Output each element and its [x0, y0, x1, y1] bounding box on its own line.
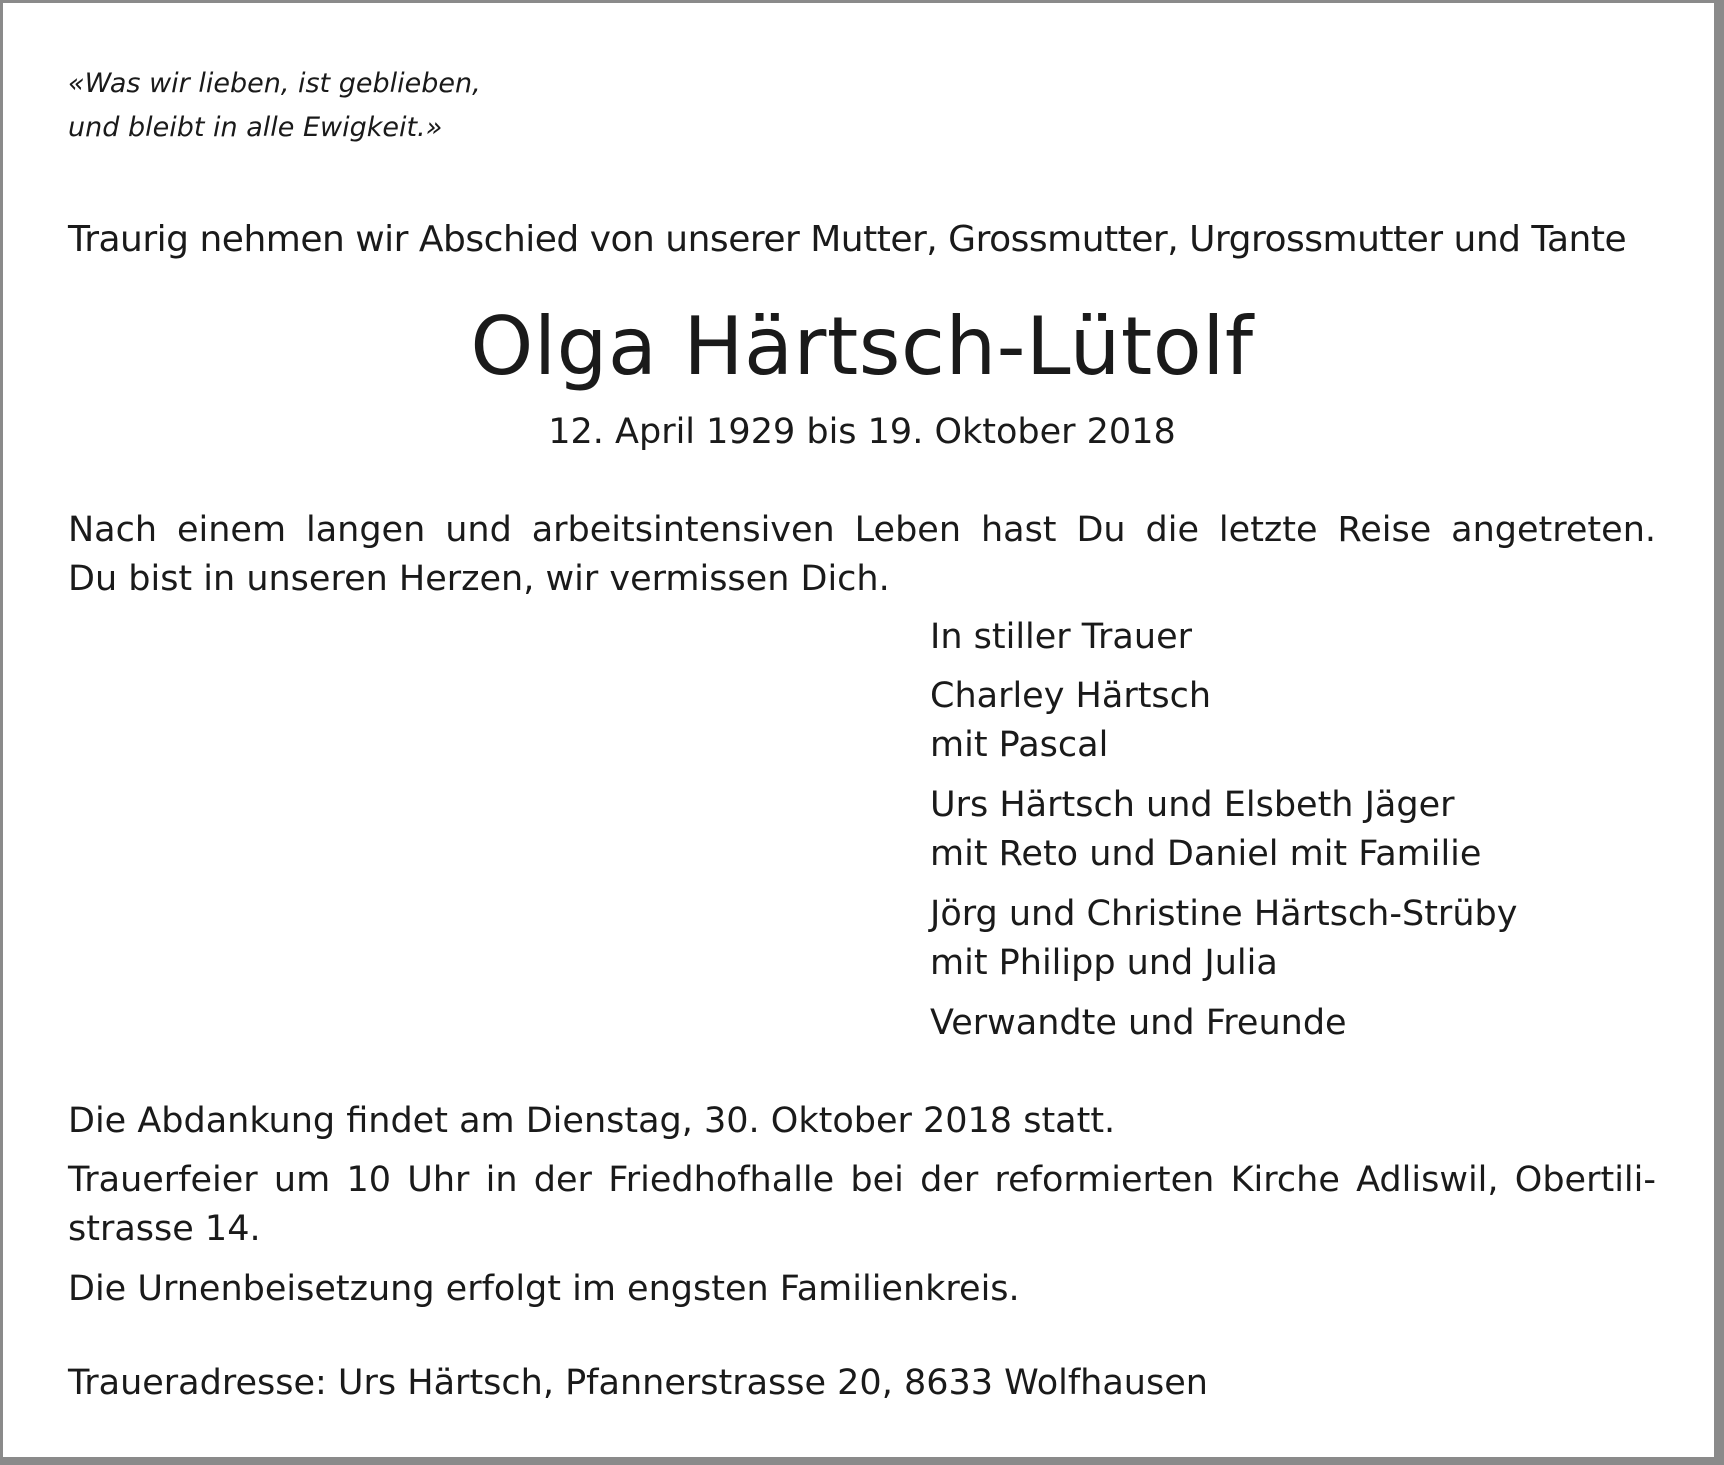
mourning-address: Traueradresse: Urs Härtsch, Pfannerstrasse 20, 8633 Wolfhausen	[68, 1363, 1208, 1403]
urnenbeisetzung-text: Die Urnenbeisetzung erfolgt im engsten Familienkreis.	[68, 1269, 1020, 1309]
trauerfeier-line-2: strasse 14.	[68, 1209, 261, 1249]
motto-line-2: und bleibt in alle Ewigkeit.»	[68, 112, 443, 143]
mourner-4-line-1: Verwandte und Freunde	[930, 1003, 1347, 1043]
mourners-heading: In stiller Trauer	[930, 617, 1192, 657]
deceased-name: Olga Härtsch-Lütolf	[470, 300, 1254, 393]
mourner-1-line-1: Charley Härtsch	[930, 676, 1212, 716]
message-line-2: Du bist in unseren Herzen, wir vermissen Dich.	[68, 559, 890, 599]
message-line-1: Nach einem langen und arbeitsintensiven Leben hast Du die letzte Reise angetreten.	[68, 510, 1656, 550]
mourner-2-line-1: Urs Härtsch und Elsbeth Jäger	[930, 785, 1455, 825]
mourner-1-line-2: mit Pascal	[930, 725, 1109, 765]
trauerfeier-line-1: Trauerfeier um 10 Uhr in der Friedhofhalle bei der reformierten Kirche Adliswil, Obertili-	[68, 1160, 1656, 1200]
mourner-3-line-1: Jörg und Christine Härtsch-Strüby	[930, 894, 1518, 934]
life-dates: 12. April 1929 bis 19. Oktober 2018	[548, 412, 1176, 452]
mourner-3-line-2: mit Philipp und Julia	[930, 943, 1278, 983]
abdankung-text: Die Abdankung findet am Dienstag, 30. Oktober 2018 statt.	[68, 1101, 1116, 1141]
mourner-2-line-2: mit Reto und Daniel mit Familie	[930, 834, 1482, 874]
intro-text: Traurig nehmen wir Abschied von unserer Mutter, Grossmutter, Urgrossmutter und Tante	[68, 219, 1627, 260]
motto-line-1: «Was wir lieben, ist geblieben,	[68, 68, 481, 99]
